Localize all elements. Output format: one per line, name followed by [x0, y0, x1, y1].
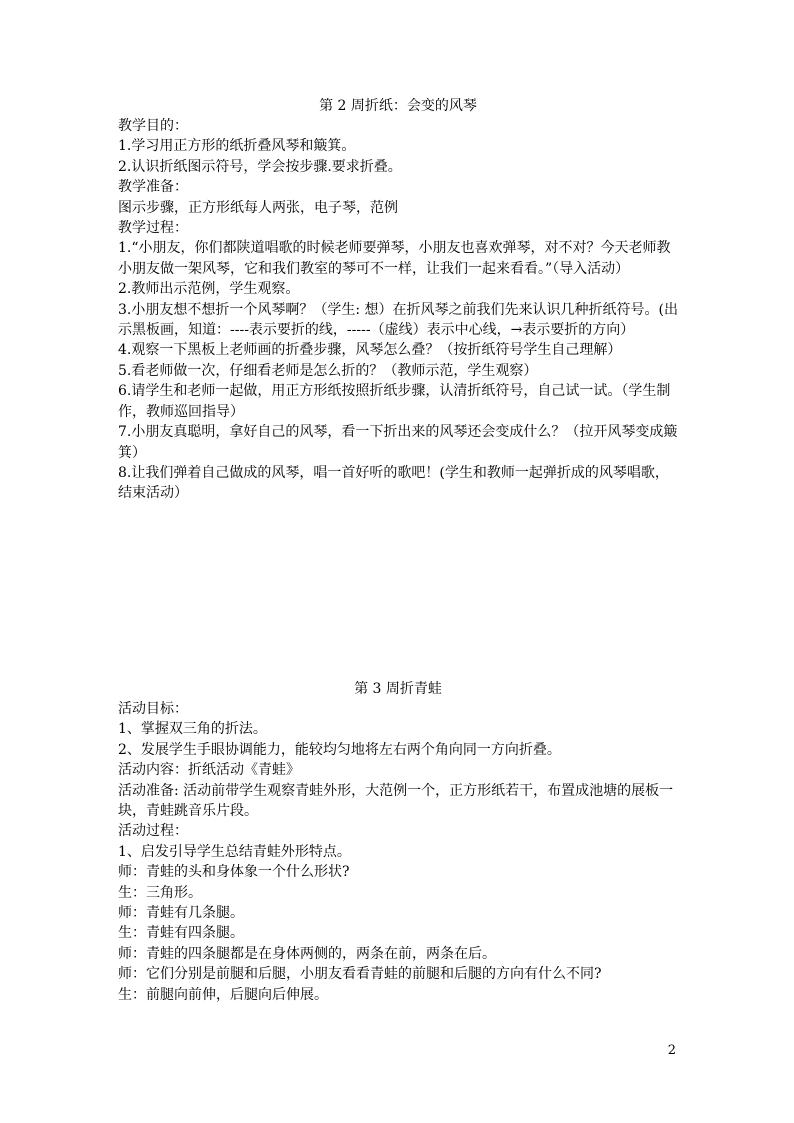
- text-line: 结束活动）: [118, 485, 188, 502]
- text-line: 块，青蛙跳音乐片段。: [118, 803, 258, 820]
- text-line: 活动目标：: [118, 701, 188, 717]
- text-line: 活动内容：折纸活动《青蛙》: [118, 762, 300, 779]
- section-title: 第 3 周折青蛙: [354, 681, 442, 697]
- text-line: 教学准备：: [118, 179, 188, 196]
- text-line: 8.让我们弹着自己做成的风琴，唱一首好听的歌吧！(学生和教师一起弹折成的风琴唱歌，: [118, 464, 669, 481]
- text-line: 示黑板画，知道：----表示要折的线，-----（虚线）表示中心线，→表示要折的方向）: [118, 322, 635, 339]
- text-line: 2、发展学生手眼协调能力，能较均匀地将左右两个角向同一方向折叠。: [118, 741, 561, 758]
- text-line: 教学过程：: [118, 220, 188, 237]
- text-line: 箕）: [118, 444, 146, 461]
- text-line: 6.请学生和老师一起做，用正方形纸按照折纸步骤，认清折纸符号，自己试一试。（学生制: [118, 383, 671, 400]
- text-line: 师：它们分别是前腿和后腿，小朋友看看青蛙的前腿和后腿的方向有什么不同?: [118, 966, 602, 983]
- lesson-week-2: [118, 96, 678, 504]
- text-line: 1.“小朋友，你们都陕道唱歌的时候老师要弹琴，小朋友也喜欢弹琴，对不对？今天老师教: [118, 240, 671, 257]
- text-line: 作，教师巡回指导）: [118, 403, 244, 420]
- text-line: 7.小朋友真聪明，拿好自己的风琴，看一下折出来的风琴还会变成什么？（拉开风琴变成簸: [118, 424, 678, 441]
- text-line: 1、启发引导学生总结青蛙外形特点。: [118, 843, 351, 860]
- text-line: 3.小朋友想不想折一个风琴啊？（学生: 想）在折风琴之前我们先来认识几种折纸符号。(出: [118, 301, 678, 318]
- text-line: 生：三角形。: [118, 884, 202, 901]
- text-line: 2.认识折纸图示符号，学会按步骤.要求折叠。: [118, 158, 402, 175]
- text-line: 1、掌握双三角的折法。: [118, 721, 267, 738]
- text-line: 5.看老师做一次，仔细看老师是怎么折的？（教师示范，学生观察）: [118, 362, 538, 379]
- text-line: 生：青蛙有四条腿。: [118, 925, 244, 942]
- lesson-week-3: [118, 679, 678, 1005]
- text-line: 活动过程：: [118, 823, 188, 840]
- page-number: 2: [667, 1043, 676, 1058]
- text-line: 师：青蛙有几条腿。: [118, 905, 244, 922]
- text-line: 师：青蛙的四条腿都是在身体两侧的，两条在前，两条在后。: [118, 945, 496, 962]
- text-line: 2.教师出示范例，学生观察。: [118, 281, 300, 298]
- text-line: 图示步骤，正方形纸每人两张，电子琴，范例: [118, 199, 398, 216]
- text-line: 4.观察一下黑板上老师画的折叠步骤，风琴怎么叠？（按折纸符号学生自己理解）: [118, 342, 622, 359]
- text-line: 活动准备: 活动前带学生观察青蛙外形，大范例一个，正方形纸若干，布置成池塘的展板一: [118, 782, 674, 799]
- text-line: 师：青蛙的头和身体象一个什么形状?: [118, 864, 350, 881]
- text-line: 生：前腿向前伸，后腿向后伸展。: [118, 986, 328, 1003]
- text-line: 小朋友做一架风琴，它和我们教室的琴可不一样，让我们一起来看看。”（导入活动）: [118, 260, 630, 277]
- text-line: 1.学习用正方形的纸折叠风琴和簸箕。: [118, 138, 356, 155]
- text-line: 教学目的：: [118, 118, 188, 134]
- section-title: 第 2 周折纸：会变的风琴: [319, 98, 477, 114]
